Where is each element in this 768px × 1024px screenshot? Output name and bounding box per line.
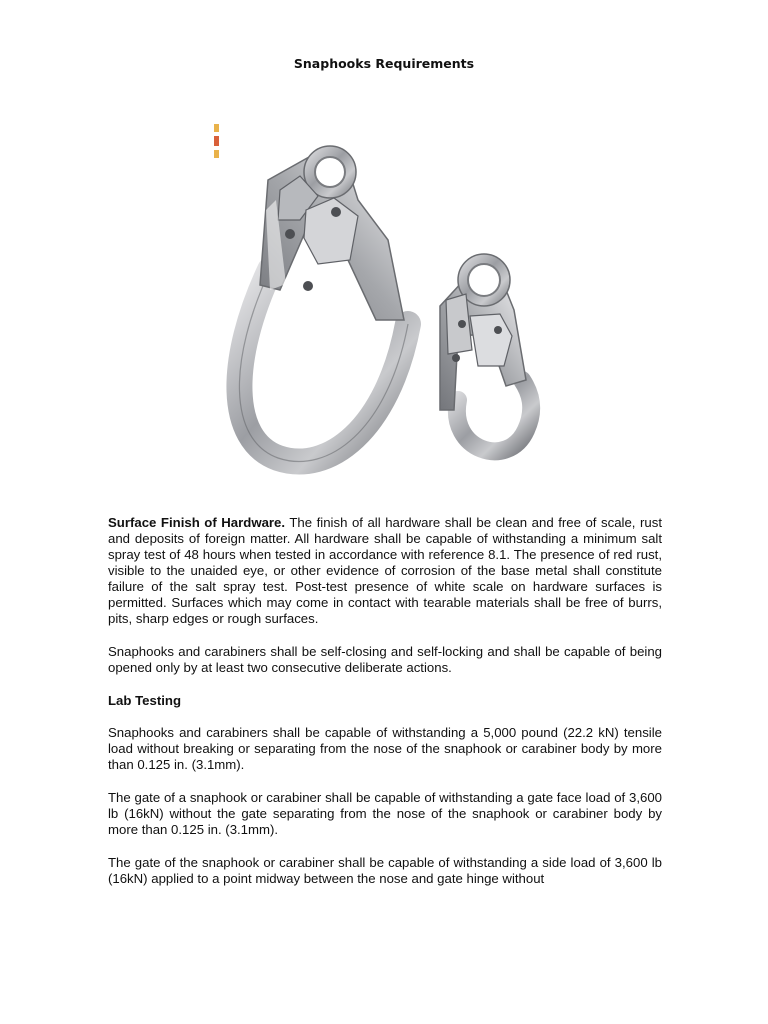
large-snaphook [239,146,408,461]
gate-face-load-paragraph: The gate of a snaphook or carabiner shall be capable of withstanding a gate face load of 3,600 lb (16kN) without the gate separating from the nose of the snaphook or carabiner body by more than 0.125 in. (3.1mm). [108,790,662,837]
edge-mark [214,124,219,158]
tensile-load-paragraph: Snaphooks and carabiners shall be capable of withstanding a 5,000 pound (22.2 kN) tensile load without breaking or separating from the nose of the snaphook or carabiner body by more than 0.125 in. (3.1mm). [108,725,662,772]
snaphooks-photo [208,110,560,480]
small-snaphook [440,254,531,451]
page-title: Snaphooks Requirements [293,56,475,71]
surface-finish-lead: Surface Finish of Hardware. [108,515,286,530]
document-body [108,515,662,904]
lab-testing-heading: Lab Testing [108,693,182,708]
surface-finish-text: The finish of all hardware shall be clean and free of scale, rust and deposits of foreign matter. All hardware shall be capable of withstanding a minimum salt spray test of 48 hours when tested in accordance with reference 8.1. The presence of red rust, visible to the unaided eye, or other evidence of corrosion of the base metal shall constitute failure of the salt spray test. Post-test presence of white scale on hardware surfaces is permitted. Surfaces which may come in contact with tearable materials shall be free of burrs, pits, sharp edges or rough surfaces. [108,515,662,626]
self-closing-paragraph: Snaphooks and carabiners shall be self-closing and self-locking and shall be capable of being opened only by at least two consecutive deliberate actions. [108,644,662,675]
side-load-paragraph: The gate of the snaphook or carabiner shall be capable of withstanding a side load of 3,600 lb (16kN) applied to a point midway between the nose and gate hinge without [108,855,662,886]
surface-finish-paragraph [108,515,662,627]
